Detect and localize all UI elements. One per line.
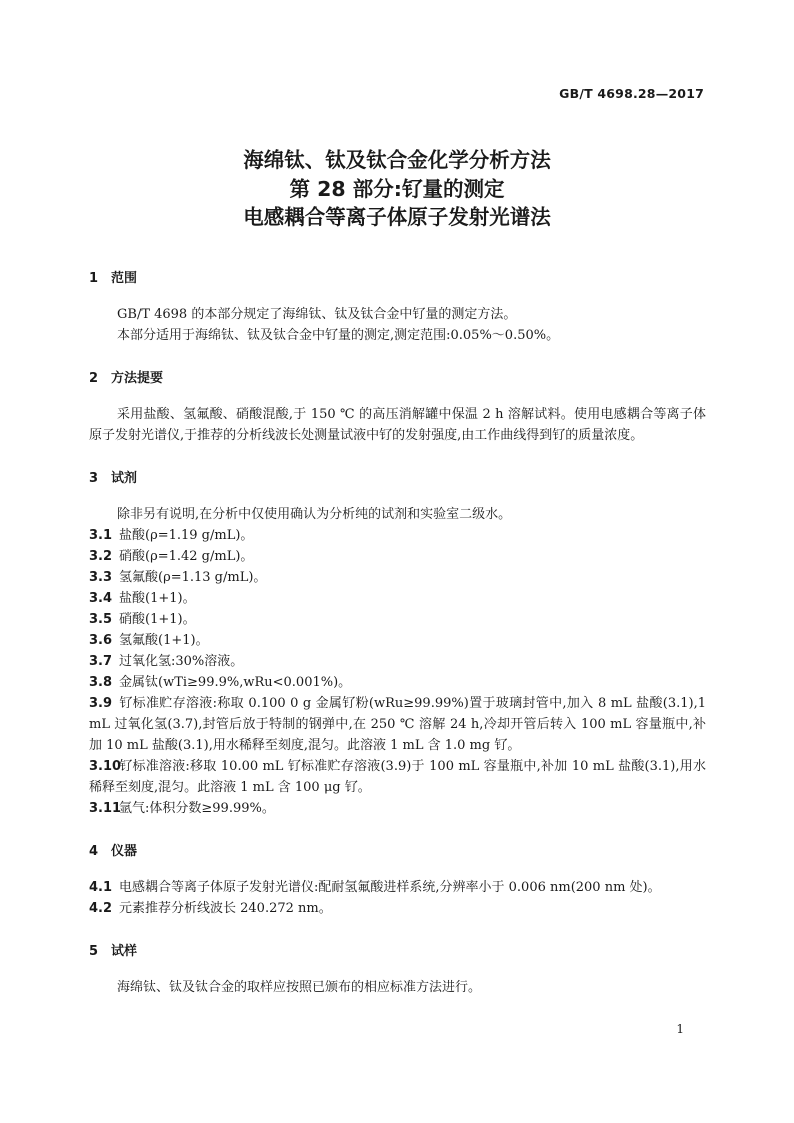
section-number: 3 — [89, 471, 99, 486]
list-item: 3.3 氢氟酸(ρ=1.13 g/mL)。 — [89, 570, 267, 585]
section-title: 仪器 — [111, 844, 138, 859]
list-item: 3.7 过氧化氢:30%溶液。 — [89, 654, 244, 669]
section-2-heading — [89, 368, 706, 389]
section-number: 4 — [89, 844, 99, 859]
paragraph: GB/T 4698 的本部分规定了海绵钛、钛及钛合金中钌量的测定方法。 — [117, 307, 517, 322]
section-1-heading — [89, 268, 706, 289]
paragraph: 除非另有说明,在分析中仅使用确认为分析纯的试剂和实验室二级水。 — [117, 507, 512, 522]
section-title: 试剂 — [111, 471, 138, 486]
section-number: 2 — [89, 371, 99, 386]
paragraph: 采用盐酸、氢氟酸、硝酸混酸,于 150 ℃ 的高压消解罐中保温 2 h 溶解试料。使用电感耦合等离子体原子发射光谱仪,于推荐的分析线波长处测量试液中钌的发射强度,由工作曲线得到钌的质量浓度。 — [89, 407, 706, 443]
title-line-1: 海绵钛、钛及钛合金化学分析方法 — [243, 148, 551, 172]
paragraph: 本部分适用于海绵钛、钛及钛合金中钌量的测定,测定范围:0.05%～0.50%。 — [117, 328, 560, 343]
section-title: 范围 — [111, 271, 138, 286]
list-item: 3.5 硝酸(1+1)。 — [89, 612, 196, 627]
section-4-heading — [89, 841, 706, 862]
list-item: 4.2 元素推荐分析线波长 240.272 nm。 — [89, 901, 332, 916]
section-title: 方法提要 — [111, 371, 164, 386]
document-body — [89, 268, 706, 998]
list-item: 3.10钌标准溶液:移取 10.00 mL 钌标准贮存溶液(3.9)于 100 mL 容量瓶中,补加 10 mL 盐酸(3.1),用水稀释至刻度,混匀。此溶液 1 mL 含 100 μg 钌。 — [89, 759, 706, 795]
list-item: 4.1 电感耦合等离子体原子发射光谱仪:配耐氢氟酸进样系统,分辨率小于 0.006 nm(200 nm 处)。 — [89, 880, 661, 895]
standard-code: GB/T 4698.28—2017 — [559, 86, 704, 101]
section-number: 1 — [89, 271, 99, 286]
list-item: 3.8 金属钛(wTi≥99.9%,wRu<0.001%)。 — [89, 675, 352, 690]
paragraph: 海绵钛、钛及钛合金的取样应按照已颁布的相应标准方法进行。 — [117, 980, 482, 995]
section-3-heading — [89, 468, 706, 489]
section-number: 5 — [89, 944, 99, 959]
list-item: 3.2 硝酸(ρ=1.42 g/mL)。 — [89, 549, 254, 564]
list-item: 3.4 盐酸(1+1)。 — [89, 591, 196, 606]
list-item: 3.9 钌标准贮存溶液:称取 0.100 0 g 金属钌粉(wRu≥99.99%)置于玻璃封管中,加入 8 mL 盐酸(3.1),1 mL 过氧化氢(3.7),封管后放于特制的钢弹中,在 250 ℃ 溶解 24 h,冷却开管后转入 100 mL 容量瓶中,补加 10 mL 盐酸(3.1),用水稀释至刻度,混匀。此溶液 1 mL 含 1.0 mg 钌。 — [89, 696, 706, 753]
document-title — [0, 146, 794, 232]
title-line-2: 第 28 部分:钌量的测定 — [289, 176, 505, 201]
title-line-3: 电感耦合等离子体原子发射光谱法 — [243, 205, 551, 229]
list-item: 3.1 盐酸(ρ=1.19 g/mL)。 — [89, 528, 254, 543]
list-item: 3.6 氢氟酸(1+1)。 — [89, 633, 209, 648]
page-number: 1 — [676, 1022, 684, 1036]
section-5-heading — [89, 941, 706, 962]
section-title: 试样 — [111, 944, 138, 959]
list-item: 3.11氩气:体积分数≥99.99%。 — [89, 801, 275, 816]
